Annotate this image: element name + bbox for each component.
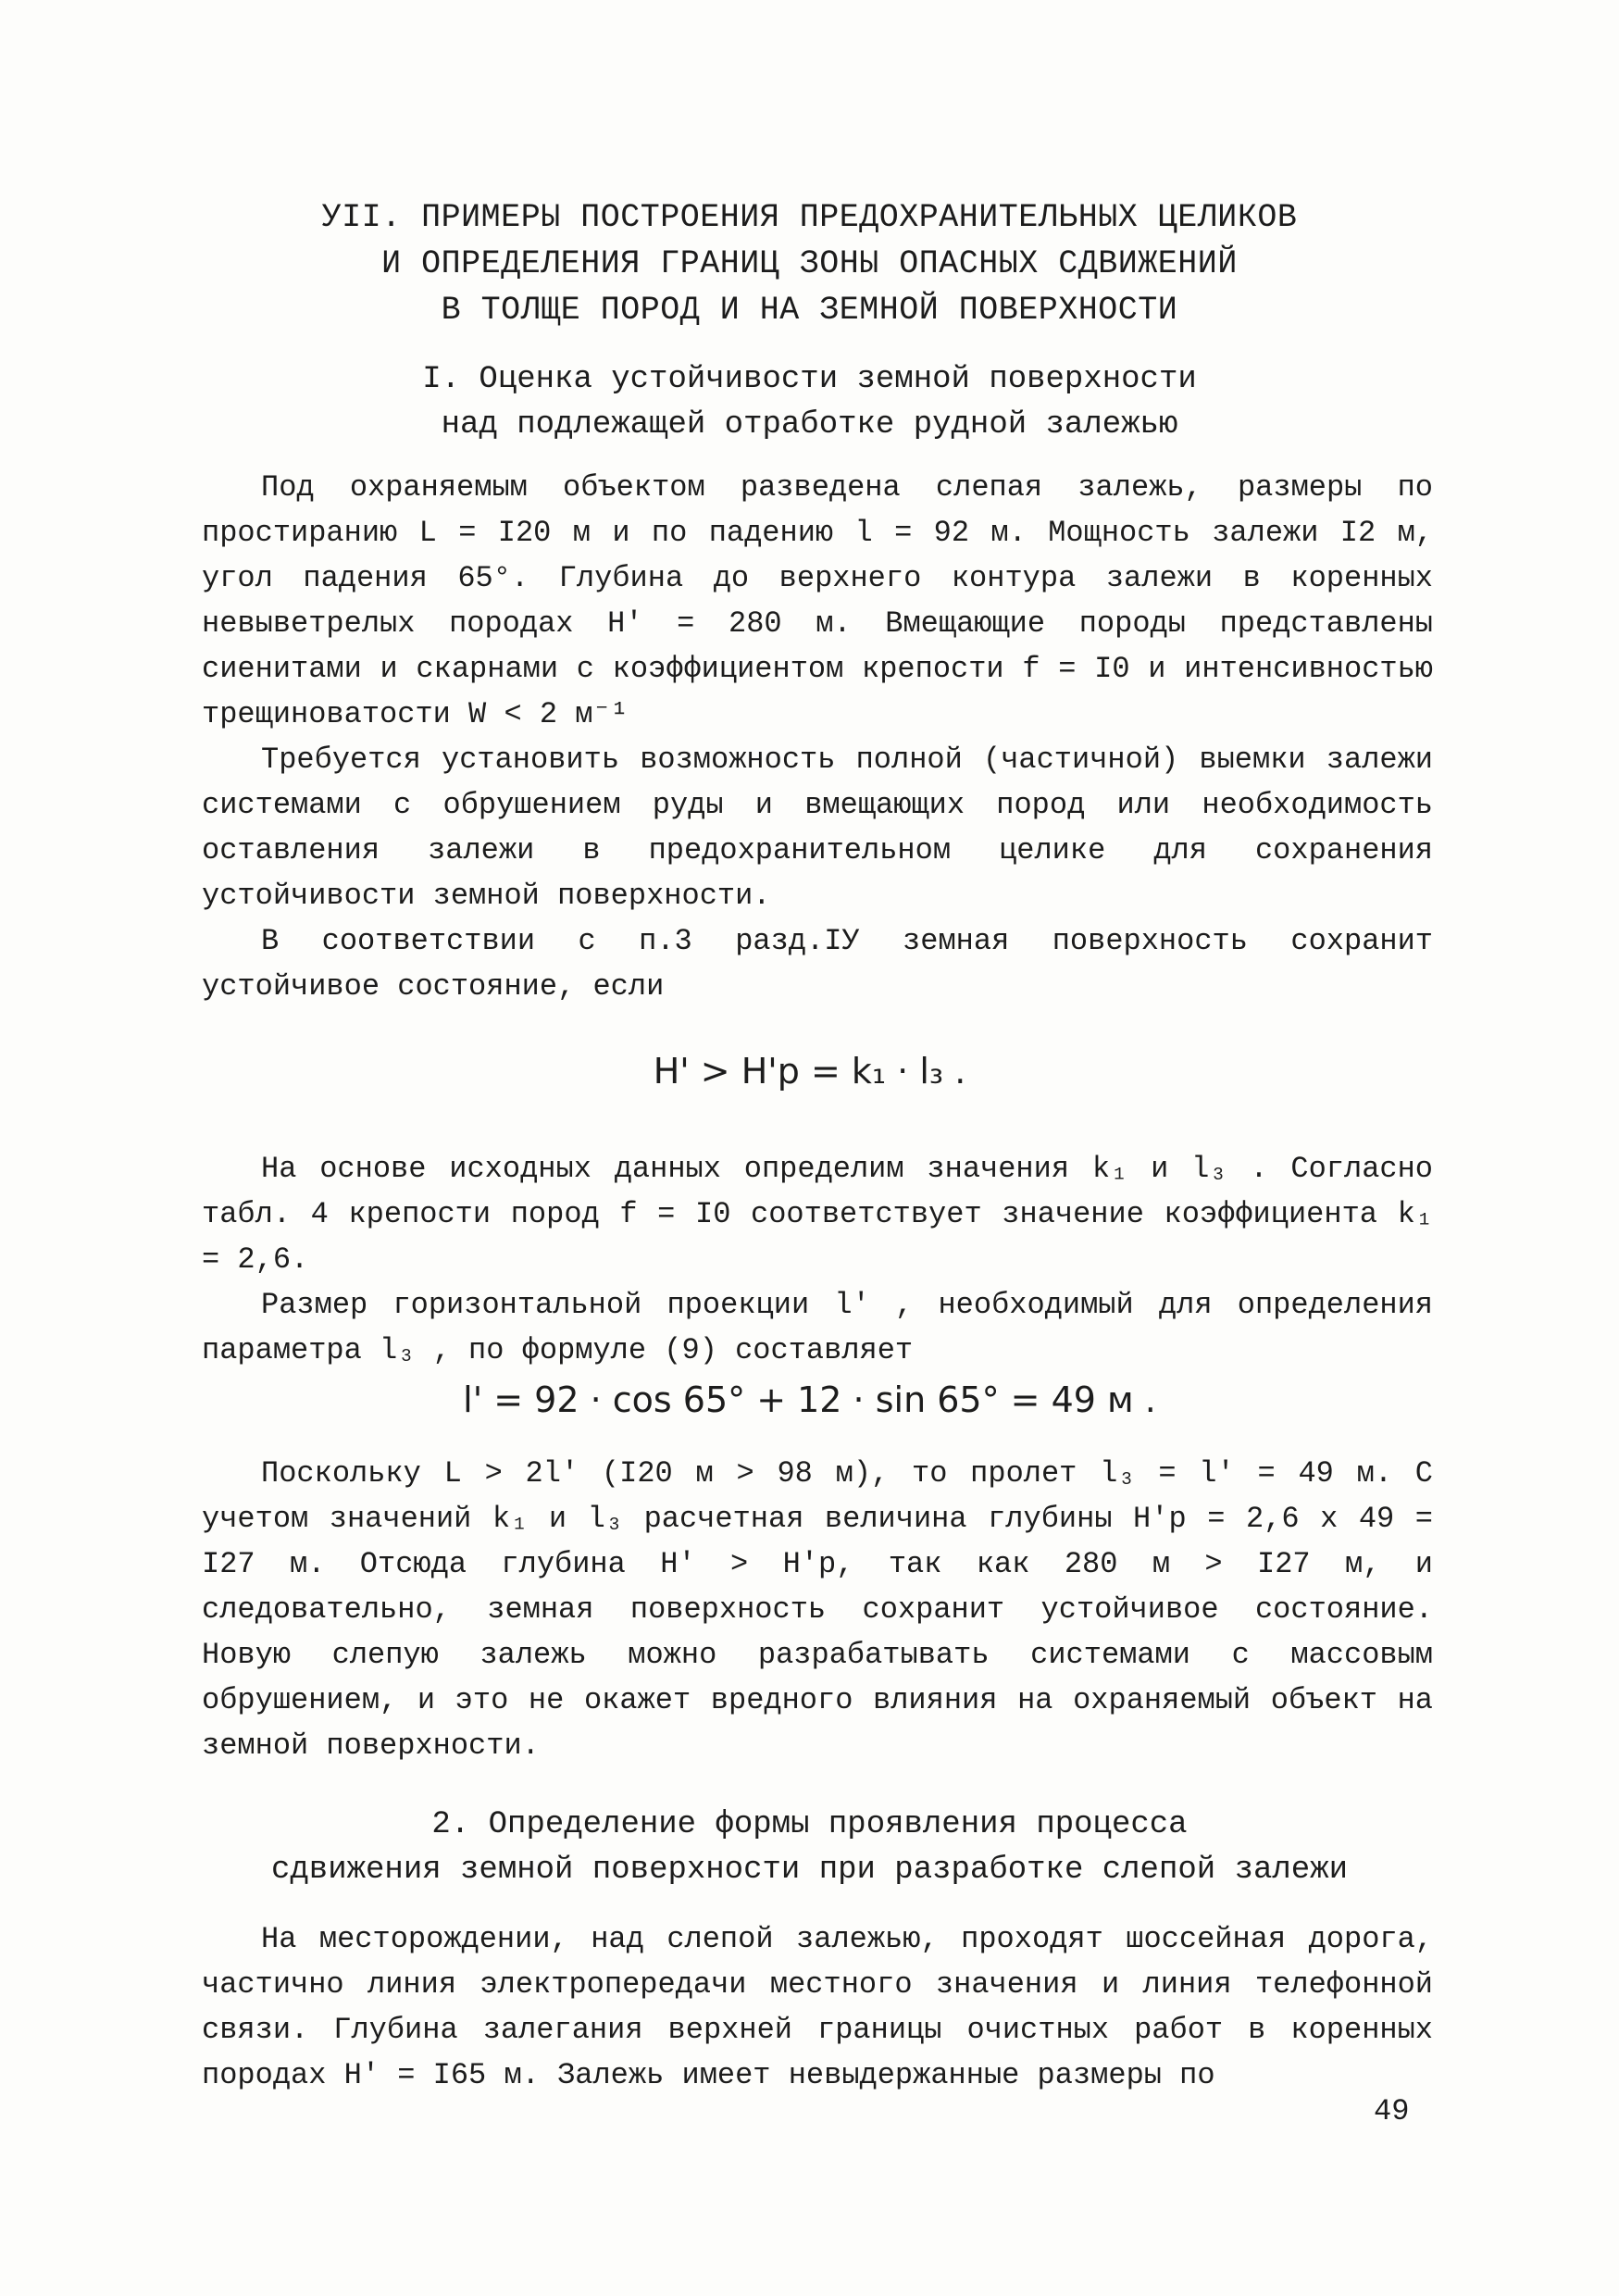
paragraph-conclusion: Поскольку L > 2l' (I20 м > 98 м), то пролет l₃ = l' = 49 м. С учетом значений k₁ и l₃ расчетная величина глубины H'p = 2,6 х 49 = I27 м. Отсюда глубина H' > H'p, так как 280 м > I27 м, и следовательно, земная поверхность сохранит устойчивое состояние. Новую слепую залежь можно разрабатывать системами с массовым обрушением, и это не окажет вредного влияния на охраняемый объект на земной поверхности. [202,1456,1433,1763]
subsection-1-body-c [202,1451,1433,1768]
page-number: 49 [1374,2094,1410,2128]
paragraph-requirement: Требуется установить возможность полной (частичной) выемки залежи системами с обрушением руды и вмещающих пород или необходимость оставления залежи в предохранительном целике для сохранения устойчивости земной поверхности. [202,742,1433,913]
section-title-line-1: УII. ПРИМЕРЫ ПОСТРОЕНИЯ ПРЕДОХРАНИТЕЛЬНЫХ ЦЕЛИКОВ [321,199,1298,236]
paragraph-stability-condition: В соответствии с п.3 разд.IУ земная поверхность сохранит устойчивое состояние, если [202,924,1433,1004]
paragraph-horizontal-projection: Размер горизонтальной проекции l' , необходимый для определения параметра l₃ , по формуле (9) составляет [202,1288,1433,1367]
formula-stability: H' > H'p = k₁ · l₃ . [653,1051,966,1092]
subsection-1-body-a [202,465,1433,1009]
formula-projection: l' = 92 · cos 65° + 12 · sin 65° = 49 м . [463,1379,1156,1420]
section-title-line-2: И ОПРЕДЕЛЕНИЯ ГРАНИЦ ЗОНЫ ОПАСНЫХ СДВИЖЕНИЙ [381,245,1238,282]
subsection-1-body-b [202,1146,1433,1373]
section-title-line-3: В ТОЛЩЕ ПОРОД И НА ЗЕМНОЙ ПОВЕРХНОСТИ [441,292,1178,329]
paragraph-coefficients: На основе исходных данных определим значения k₁ и l₃ . Согласно табл. 4 крепости пород f = I0 соответствует значение коэффициента k₁ = 2,6. [202,1152,1433,1277]
subsection-2-body [202,1916,1433,2098]
paragraph-deposit-site: На месторождении, над слепой залежью, проходят шоссейная дорога, частично линия электропередачи местного значения и линия телефонной связи. Глубина залегания верхней границы очистных работ в коренных породах H' = I65 м. Залежь имеет невыдержанные размеры по [202,1922,1433,2092]
subsection-1-title-line-1: I. Оценка устойчивости земной поверхности [422,362,1197,397]
subsection-2-title-line-2: сдвижения земной поверхности при разработке слепой залежи [271,1853,1348,1888]
subsection-1-title-line-2: над подлежащей отработке рудной залежью [441,407,1178,443]
subsection-2-title-line-1: 2. Определение формы проявления процесса [431,1807,1188,1842]
paragraph-deposit-description: Под охраняемым объектом разведена слепая залежь, размеры по простиранию L = I20 м и по падению l = 92 м. Мощность залежи I2 м, угол падения 65°. Глубина до верхнего контура залежи в коренных невыветрелых породах H' = 280 м. Вмещающие породы представлены сиенитами и скарнами с коэффициентом крепости f = I0 и интенсивностью трещиноватости W < 2 м⁻¹ [202,470,1433,731]
